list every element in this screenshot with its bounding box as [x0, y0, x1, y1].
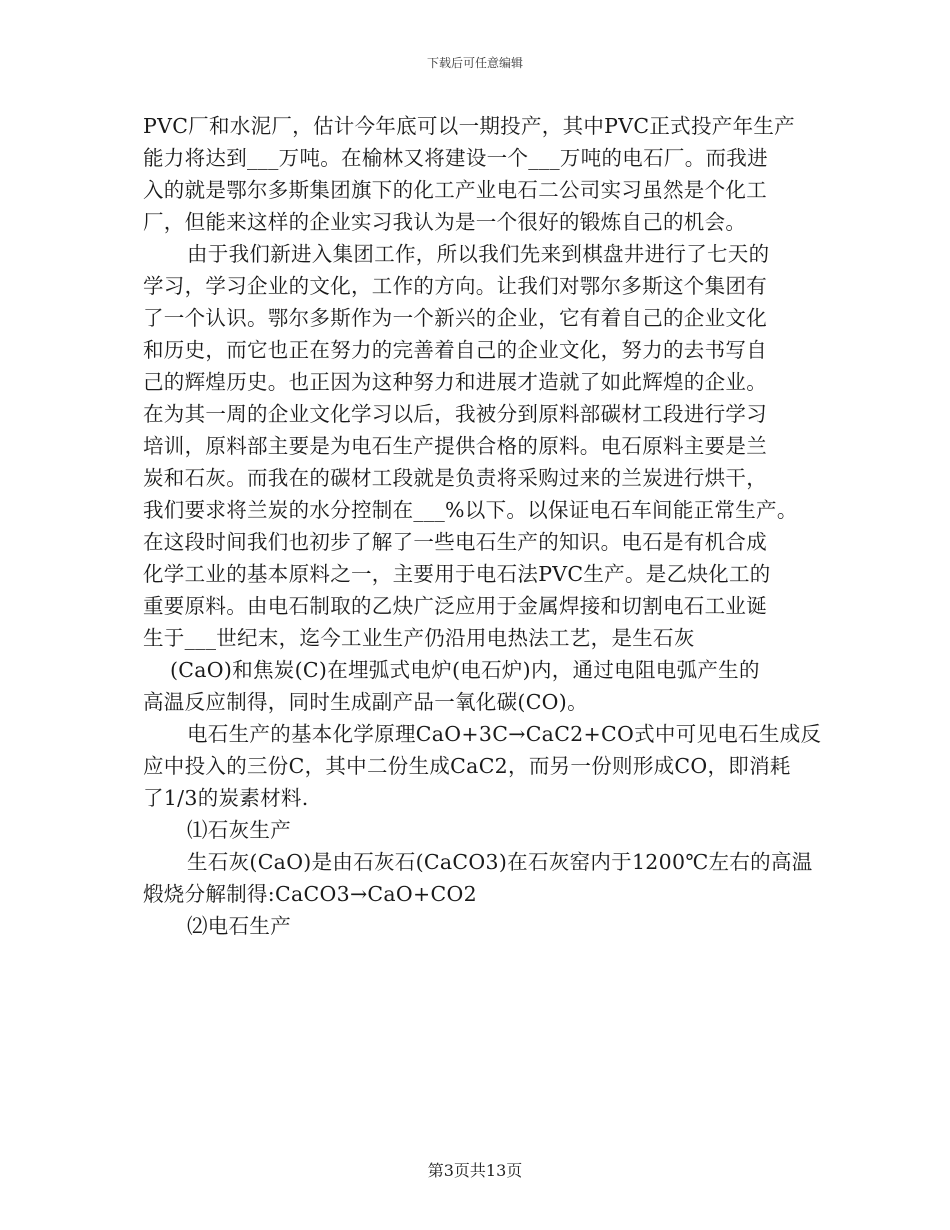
text-line: 学习，学习企业的文化，工作的方向。让我们对鄂尔多斯这个集团有 — [143, 274, 767, 298]
text-line: 己的辉煌历史。也正因为这种努力和进展才造就了如此辉煌的企业。 — [143, 370, 767, 394]
text-line: 化学工业的基本原料之一，主要用于电石法PVC生产。是乙炔化工的 — [143, 562, 771, 586]
text-line: 电石生产的基本化学原理CaO+3C→CaC2+CO式中可见电石生成反 — [187, 722, 822, 746]
text-line: 生于___世纪末，迄今工业生产仍沿用电热法工艺，是生石灰 — [143, 626, 695, 650]
text-line: 应中投入的三份C，其中二份生成CaC2，而另一份则形成CO，即消耗 — [143, 754, 791, 778]
text-line: 炭和石灰。而我在的碳材工段就是负责将采购过来的兰炭进行烘干， — [143, 466, 767, 490]
text-line: 入的就是鄂尔多斯集团旗下的化工产业电石二公司实习虽然是个化工 — [143, 178, 767, 202]
page-number: 第3页共13页 — [427, 1161, 523, 1180]
text-line: 重要原料。由电石制取的乙炔广泛应用于金属焊接和切割电石工业诞 — [143, 594, 767, 618]
text-line: 培训，原料部主要是为电石生产提供合格的原料。电石原料主要是兰 — [143, 434, 767, 458]
text-line: 我们要求将兰炭的水分控制在___%以下。以保证电石车间能正常生产。 — [143, 498, 798, 522]
text-line: (CaO)和焦炭(C)在埋弧式电炉(电石炉)内，通过电阻电弧产生的 — [170, 658, 760, 682]
section-heading: ⑴石灰生产 — [187, 818, 291, 842]
section-heading: ⑵电石生产 — [187, 914, 291, 938]
text-line: 由于我们新进入集团工作，所以我们先来到棋盘井进行了七天的 — [187, 242, 770, 266]
text-line: 在这段时间我们也初步了解了一些电石生产的知识。电石是有机合成 — [143, 530, 767, 554]
text-line: 能力将达到___万吨。在榆林又将建设一个___万吨的电石厂。而我进 — [143, 146, 768, 170]
text-line: 生石灰(CaO)是由石灰石(CaCO3)在石灰窑内于1200℃左右的高温 — [187, 850, 813, 874]
document-body — [143, 110, 822, 942]
text-line: PVC厂和水泥厂，估计今年底可以一期投产，其中PVC正式投产年生产 — [143, 114, 795, 138]
text-line: 了一个认识。鄂尔多斯作为一个新兴的企业，它有着自己的企业文化 — [143, 306, 767, 330]
text-line: 了1/3的炭素材料. — [143, 786, 309, 810]
text-line: 厂，但能来这样的企业实习我认为是一个很好的锻炼自己的机会。 — [143, 210, 747, 234]
text-line: 在为其一周的企业文化学习以后，我被分到原料部碳材工段进行学习 — [143, 402, 767, 426]
text-line: 煅烧分解制得:CaCO3→CaO+CO2 — [143, 882, 477, 906]
text-line: 高温反应制得，同时生成副产品一氧化碳(CO)。 — [143, 690, 588, 714]
text-line: 和历史，而它也正在努力的完善着自己的企业文化，努力的去书写自 — [143, 338, 767, 362]
page-header: 下载后可任意编辑 — [426, 56, 523, 70]
